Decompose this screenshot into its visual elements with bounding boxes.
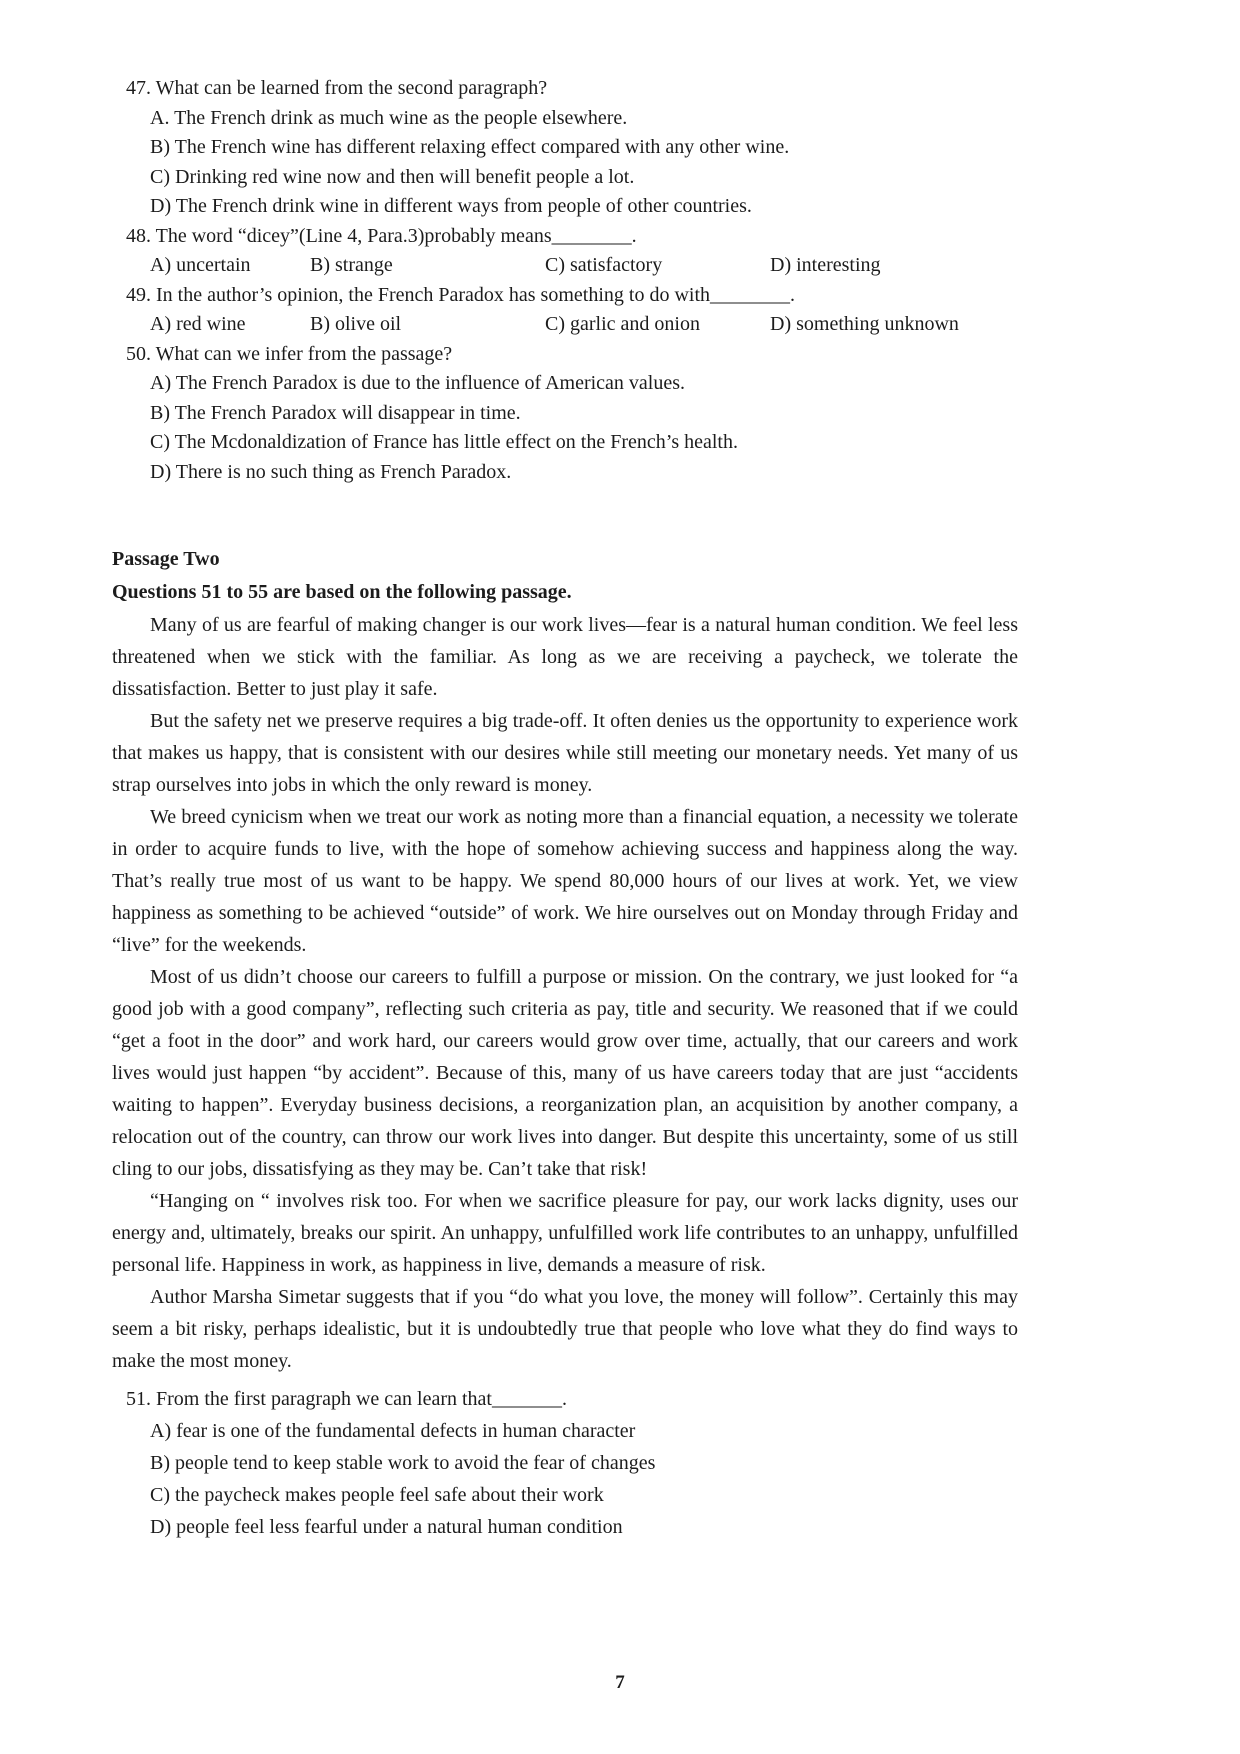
question-stem-text: From the first paragraph we can learn that_______.	[156, 1388, 567, 1410]
option-label: D)	[150, 195, 172, 217]
option-line	[545, 310, 700, 340]
option-text: Drinking red wine now and then will benefit people a lot.	[175, 165, 635, 188]
option-label: B)	[150, 136, 170, 158]
question-stem	[112, 1383, 1018, 1415]
option-label: C)	[545, 254, 565, 276]
question-number: 48.	[126, 224, 151, 247]
option-line	[112, 1415, 1018, 1447]
option-label: C)	[545, 313, 565, 335]
option-label: A)	[150, 1420, 172, 1442]
question-number: 51.	[126, 1388, 151, 1410]
page-content	[112, 0, 1018, 1543]
option-label: D)	[770, 254, 792, 276]
option-label: B)	[310, 254, 330, 276]
option-line	[150, 310, 246, 340]
option-line	[112, 369, 1018, 399]
option-label: A.	[150, 106, 170, 129]
option-line	[310, 310, 401, 340]
option-line	[112, 133, 1018, 163]
option-label: C)	[150, 165, 170, 188]
option-label: D)	[150, 460, 172, 483]
options-row	[112, 251, 1018, 281]
option-text: The French Paradox is due to the influence of American values.	[175, 372, 686, 394]
option-text: something unknown	[796, 313, 959, 335]
question-stem	[112, 340, 1018, 370]
option-text: red wine	[176, 313, 246, 335]
option-label: A)	[150, 313, 172, 335]
question-stem	[112, 222, 1018, 252]
option-label: D)	[150, 1516, 172, 1538]
options-row	[112, 310, 1018, 340]
option-text: The French Paradox will disappear in time.	[174, 401, 521, 424]
option-text: satisfactory	[570, 254, 663, 276]
option-line	[112, 1511, 1018, 1543]
option-text: people tend to keep stable work to avoid the fear of changes	[175, 1452, 656, 1474]
passage-instruction: Questions 51 to 55 are based on the following passage.	[112, 581, 572, 603]
option-line	[112, 163, 1018, 193]
option-text: The French drink as much wine as the people elsewhere.	[174, 106, 628, 129]
option-text: fear is one of the fundamental defects in human character	[176, 1420, 636, 1442]
passage-paragraph: Author Marsha Simetar suggests that if you “do what you love, the money will follow”. Certainly this may seem a bit risky, perhaps idealistic, but it is undoubtedly true that people who love what they do find ways to make the most money.	[112, 1286, 1018, 1372]
option-label: B)	[150, 401, 170, 424]
option-line	[770, 251, 881, 281]
option-label: A)	[150, 372, 172, 394]
option-line	[112, 1447, 1018, 1479]
option-text: olive oil	[335, 313, 402, 335]
option-text: the paycheck makes people feel safe about their work	[175, 1484, 604, 1506]
question-stem-text: What can we infer from the passage?	[155, 342, 453, 365]
passage-paragraph: “Hanging on “ involves risk too. For when we sacrifice pleasure for pay, our work lacks dignity, uses our energy and, ultimately, breaks our spirit. An unhappy, unfulfilled work life contributes to an unhappy, unfulfilled personal life. Happiness in work, as happiness in live, demands a measure of risk.	[112, 1190, 1018, 1276]
option-text: strange	[335, 254, 393, 276]
question-51	[112, 1383, 1018, 1543]
option-label: B)	[150, 1452, 170, 1474]
option-line	[112, 104, 1018, 134]
page-number: 7	[615, 1672, 625, 1693]
option-text: There is no such thing as French Paradox.	[175, 460, 512, 483]
passage-paragraph: We breed cynicism when we treat our work as noting more than a financial equation, a necessity we tolerate in order to acquire funds to live, with the hope of somehow achieving success and happiness along the way. That’s really true most of us want to be happy. We spend 80,000 hours of our lives at work. Yet, we view happiness as something to be achieved “outside” of work. We hire ourselves out on Monday through Friday and “live” for the weekends.	[112, 806, 1018, 956]
option-line	[310, 251, 393, 281]
option-line	[112, 428, 1018, 458]
option-text: garlic and onion	[570, 313, 700, 335]
question-stem	[112, 74, 1018, 104]
question-50	[112, 340, 1018, 488]
option-line	[545, 251, 662, 281]
passage-paragraph: Most of us didn’t choose our careers to fulfill a purpose or mission. On the contrary, we just looked for “a good job with a good company”, reflecting such criteria as pay, title and security. We reasoned that if we could “get a foot in the door” and work hard, our careers would grow over time, actually, that our careers and work lives would just happen “by accident”. Because of this, many of us have careers today that are just “accidents waiting to happen”. Everyday business decisions, a reorganization plan, an acquisition by another company, a relocation out of the country, can throw our work lives into danger. But despite this uncertainty, some of us still cling to our jobs, dissatisfying as they may be. Can’t take that risk!	[112, 966, 1018, 1180]
option-text: The French wine has different relaxing effect compared with any other wine.	[174, 136, 790, 158]
option-label: D)	[770, 313, 792, 335]
question-stem	[112, 281, 1018, 311]
option-line	[112, 458, 1018, 488]
option-label: C)	[150, 431, 170, 453]
question-stem-text: In the author’s opinion, the French Paradox has something to do with________.	[156, 283, 795, 306]
question-stem-text: The word “dicey”(Line 4, Para.3)probably means________.	[155, 224, 637, 247]
question-number: 49.	[126, 283, 151, 306]
question-49	[112, 281, 1018, 340]
option-line	[150, 251, 251, 281]
passage-heading: Passage Two	[112, 548, 220, 570]
question-number: 50.	[126, 342, 151, 365]
option-text: interesting	[796, 254, 881, 276]
question-48	[112, 222, 1018, 281]
option-line	[112, 1479, 1018, 1511]
option-line	[112, 399, 1018, 429]
question-47	[112, 74, 1018, 222]
passage-paragraph: Many of us are fearful of making changer is our work lives—fear is a natural human condition. We feel less threatened when we stick with the familiar. As long as we are receiving a paycheck, we tolerate the dissatisfaction. Better to just play it safe.	[112, 614, 1018, 700]
question-number: 47.	[126, 77, 151, 99]
option-text: people feel less fearful under a natural human condition	[176, 1516, 623, 1538]
passage-paragraph: But the safety net we preserve requires a big trade-off. It often denies us the opportunity to experience work that makes us happy, that is consistent with our desires while still meeting our monetary needs. Yet many of us strap ourselves into jobs in which the only reward is money.	[112, 710, 1018, 796]
option-line	[770, 310, 959, 340]
option-label: B)	[310, 313, 330, 335]
option-text: The French drink wine in different ways from people of other countries.	[175, 195, 752, 217]
option-line	[112, 192, 1018, 222]
option-label: A)	[150, 254, 172, 276]
option-text: uncertain	[176, 254, 251, 276]
option-label: C)	[150, 1484, 170, 1506]
option-text: The Mcdonaldization of France has little effect on the French’s health.	[174, 431, 738, 453]
question-stem-text: What can be learned from the second paragraph?	[155, 77, 548, 99]
